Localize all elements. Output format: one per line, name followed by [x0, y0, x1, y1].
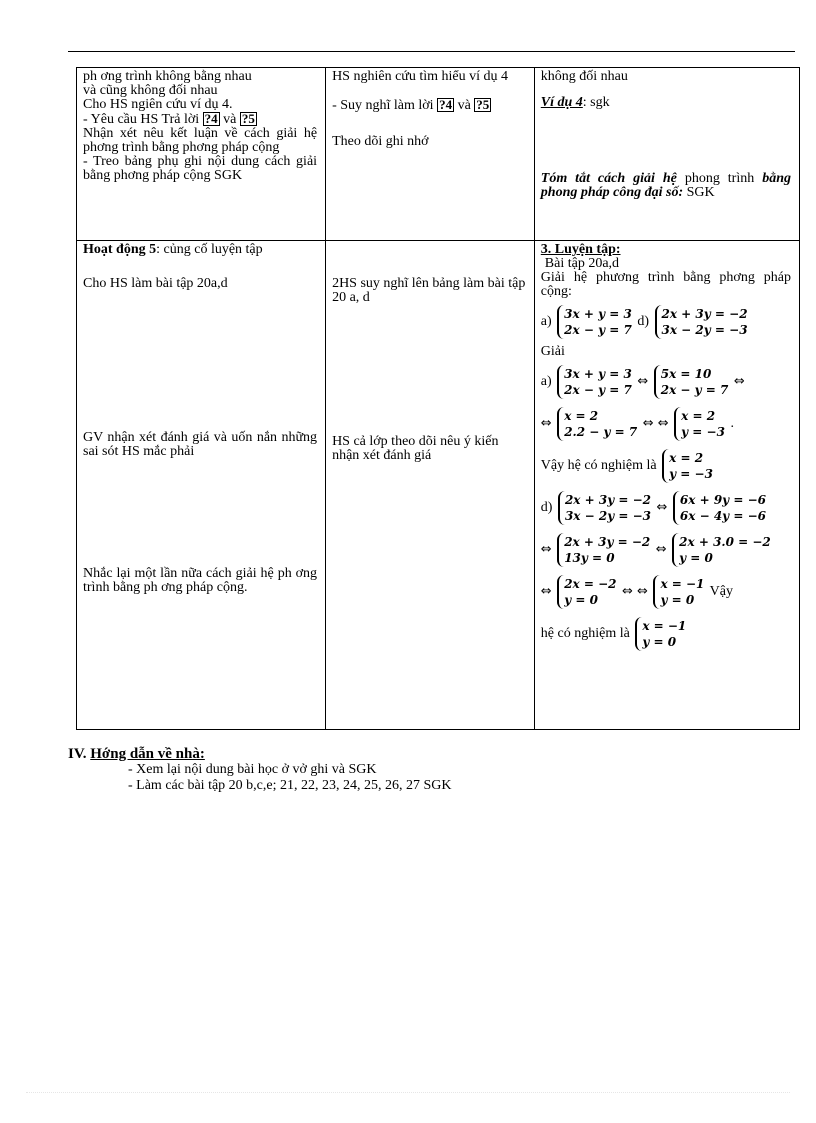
equation-system: [557, 305, 632, 339]
label: a): [540, 374, 552, 390]
equation: 6x − 4y = −6: [679, 509, 766, 523]
table-row: [77, 241, 800, 730]
equation-system: [557, 365, 632, 399]
text-line: HS cả lớp theo dõi nêu ý kiến nhận xét đánh giá: [332, 434, 499, 463]
equivalence-arrow: ⇔: [655, 542, 667, 557]
equation: x = 2: [681, 409, 716, 423]
text-line: Nhắc lại một lần nữa cách giải hệ ph ơng trình bằng ph ơng pháp cộng.: [83, 566, 318, 595]
equation-system: [662, 449, 713, 483]
equation-row: [541, 303, 791, 341]
example-label: Ví dụ 4: [540, 95, 583, 110]
section-heading: [68, 746, 452, 762]
text-fragment: - Yêu cầu HS Trả lời: [83, 112, 200, 127]
label: d): [540, 500, 553, 516]
equation: x = −1: [660, 577, 705, 591]
equation-row: [541, 615, 791, 653]
text-fragment: - Suy nghĩ làm lời: [332, 98, 434, 113]
equation: 2x + 3.0 = −2: [679, 535, 771, 549]
question-box: ?4: [204, 111, 218, 126]
equation-row: [541, 405, 791, 443]
equation-row: [541, 363, 791, 401]
text-line: Bài tập 20a,d: [544, 256, 620, 271]
equation: 3x − 2y = −3: [661, 323, 748, 337]
equation: x = 2: [669, 451, 704, 465]
section-number: IV.: [68, 746, 87, 762]
text-fragment: : sgk: [582, 95, 610, 110]
content-cell: [534, 241, 799, 730]
text-line: GV nhận xét đánh giá và uốn nắn những sai sót HS mắc phải: [83, 430, 318, 459]
equation-system: [653, 575, 704, 609]
table-row: [77, 68, 800, 241]
equation-row: [541, 447, 791, 485]
activity-heading: [83, 243, 317, 257]
equation: y = 0: [564, 593, 598, 607]
text-line: [332, 98, 526, 113]
text-line: Nhận xét nêu kết luận về cách giải hệ phơng trình bằng phơng pháp cộng: [83, 126, 318, 155]
text-line: Theo dõi ghi nhớ: [332, 134, 429, 149]
equivalence-arrow: ⇔: [656, 500, 668, 515]
equation-system: [673, 491, 766, 525]
equivalence-arrow: ⇔ ⇔: [642, 416, 669, 431]
summary-text: [541, 172, 791, 200]
equation: 2.2 − y = 7: [564, 425, 638, 439]
equation-system: [558, 491, 651, 525]
teacher-activity-cell: [77, 68, 326, 241]
equation: y = 0: [660, 593, 695, 607]
header-rule: [68, 51, 795, 52]
text-line: Cho HS ngiên cứu ví dụ 4.: [83, 97, 233, 112]
equation: x = −1: [642, 619, 687, 633]
equation-system: [655, 305, 748, 339]
text-fragment: hệ có nghiệm là: [540, 626, 630, 642]
equation-system: [672, 533, 771, 567]
list-item: - Xem lại nội dung bài học ở vở ghi và SGK: [128, 762, 377, 777]
text-fragment: : củng cố luyện tập: [156, 242, 263, 257]
content-cell: [534, 68, 799, 241]
text-fragment: Vậy: [709, 584, 733, 600]
equivalence-arrow: ⇔: [637, 374, 649, 389]
equation-system: [557, 533, 650, 567]
equation: 2x − y = 7: [564, 383, 632, 397]
section-title: Hớng dẫn về nhà:: [90, 746, 205, 762]
text-line: Giải: [540, 344, 565, 359]
text-fragment: .: [730, 416, 734, 432]
text-fragment: Tóm tắt cách giải hệ: [540, 171, 677, 186]
equation: 2x + 3y = −2: [661, 307, 748, 321]
equation-system: [557, 575, 616, 609]
equation: 3x + y = 3: [564, 367, 632, 381]
text-line: Cho HS làm bài tập 20a,d: [83, 276, 228, 291]
equation: 2x + 3y = −2: [564, 535, 651, 549]
text-line: - Treo bảng phụ ghi nội dung cách giải bằng phơng pháp cộng SGK: [83, 154, 318, 183]
text-fragment: Vậy hệ có nghiệm là: [540, 458, 657, 474]
equation: 13y = 0: [564, 551, 615, 565]
equation: 2x − y = 7: [564, 323, 632, 337]
label: a): [540, 314, 552, 330]
equivalence-arrow: ⇔: [540, 584, 552, 599]
equation-row: [541, 489, 791, 527]
text-fragment: SGK: [683, 185, 715, 200]
equation-system: [635, 617, 686, 651]
text-line: và cũng không đối nhau: [83, 83, 218, 98]
homework-guide: [68, 746, 452, 794]
section-title: 3. Luyện tập:: [540, 242, 621, 257]
equation: y = −3: [681, 425, 725, 439]
equation: 5x = 10: [660, 367, 712, 381]
text-line: 2HS suy nghĩ lên bảng làm bài tập 20 a, d: [332, 276, 526, 305]
footer-rule: [26, 1092, 790, 1093]
equation: 6x + 9y = −6: [679, 493, 766, 507]
lesson-table: [76, 67, 800, 730]
equation: 2x + 3y = −2: [564, 493, 652, 507]
text-fragment: bằng phong pháp công đại số:: [540, 171, 791, 200]
text-line: [83, 112, 317, 127]
equation: 2x − y = 7: [660, 383, 729, 397]
equation: y = −3: [669, 467, 713, 481]
equivalence-arrow: ⇔: [733, 374, 745, 389]
equation: 2x = −2: [564, 577, 617, 591]
text-line: Giải hệ phương trình bằng phơng pháp cộng:: [540, 270, 791, 299]
text-fragment: và: [223, 112, 237, 127]
teacher-activity-cell: [77, 241, 326, 730]
equation-row: [541, 573, 791, 611]
equation: y = 0: [679, 551, 713, 565]
text-line: [541, 96, 791, 110]
equivalence-arrow: ⇔: [540, 416, 552, 431]
text-fragment: phong trình: [676, 171, 763, 186]
equation: 3x − 2y = −3: [564, 509, 652, 523]
equation-system: [654, 365, 729, 399]
question-box: ?4: [439, 97, 453, 112]
label: d): [637, 314, 649, 330]
text-line: HS nghiên cứu tìm hiểu ví dụ 4: [332, 69, 509, 84]
text-fragment: Hoạt động 5: [83, 242, 157, 257]
question-box: ?5: [476, 97, 490, 112]
equation-system: [674, 407, 725, 441]
text-fragment: và: [457, 98, 471, 113]
list-item: - Làm các bài tập 20 b,c,e; 21, 22, 23, 24, 25, 26, 27 SGK: [128, 778, 452, 793]
text-line: không đối nhau: [540, 69, 628, 84]
text-line: ph ơng trình không bằng nhau: [83, 69, 252, 84]
equation-system: [557, 407, 637, 441]
question-box: ?5: [241, 111, 255, 126]
student-activity-cell: [326, 241, 535, 730]
equation-row: [541, 531, 791, 569]
equation: y = 0: [642, 635, 677, 649]
equivalence-arrow: ⇔ ⇔: [622, 584, 648, 599]
equivalence-arrow: ⇔: [540, 542, 552, 557]
equation: x = 2: [564, 409, 599, 423]
equation: 3x + y = 3: [564, 307, 632, 321]
student-activity-cell: [326, 68, 535, 241]
